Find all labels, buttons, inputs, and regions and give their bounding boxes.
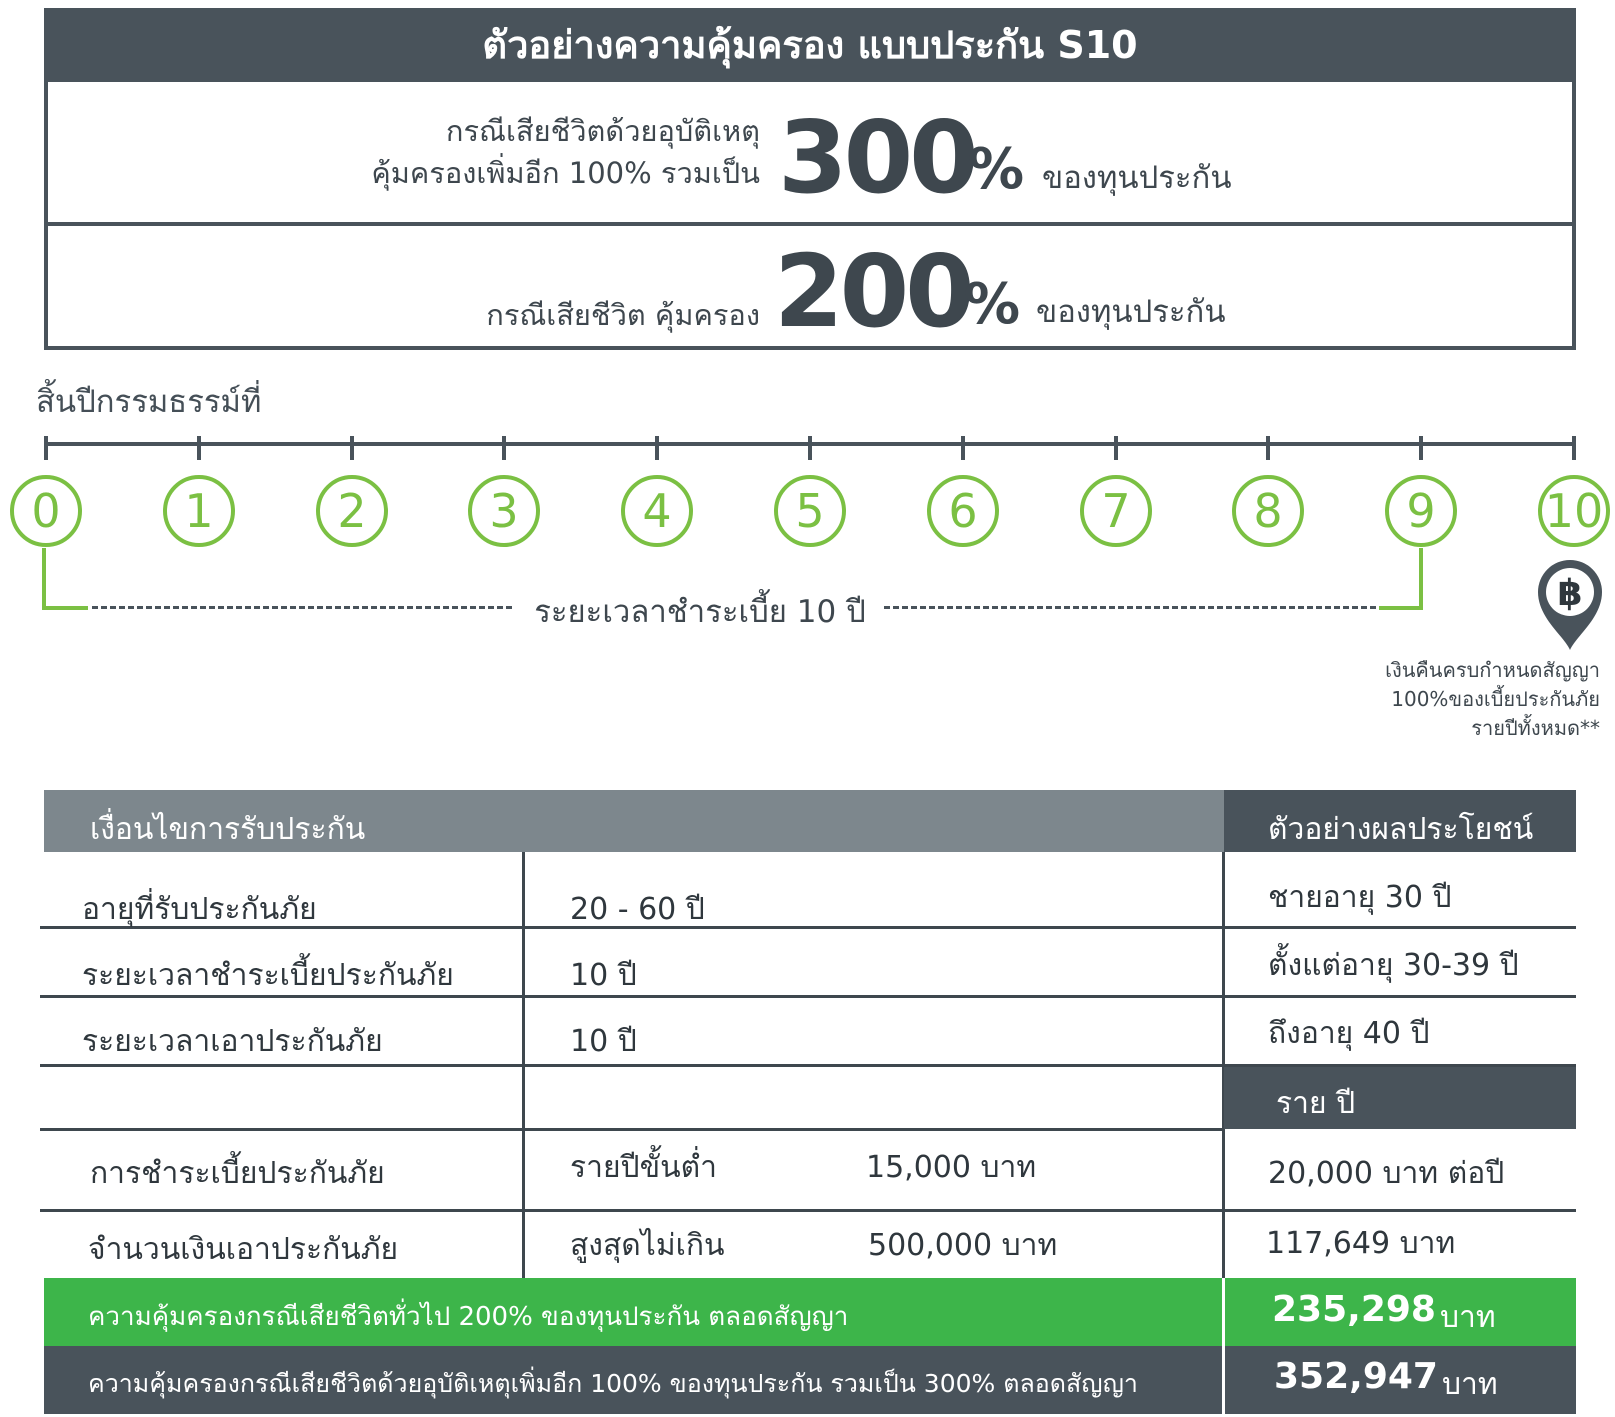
timeline-tick [655,436,659,460]
condition-value: 10 ปี [570,958,637,993]
year-marker-5: 5 [774,475,846,547]
summary-accident-value: 352,947 [1274,1356,1438,1397]
benefit-value: ถึงอายุ 40 ปี [1268,1016,1430,1051]
table-row-divider [40,1128,1224,1131]
sum-insured-benefit: 117,649 บาท [1266,1226,1456,1261]
timeline-tick [808,436,812,460]
refund-note-line-3: รายปีทั้งหมด** [1471,716,1600,740]
premium-qualifier: รายปีขั้นต่ำ [570,1150,717,1185]
benefit-value: ตั้งแต่อายุ 30-39 ปี [1268,948,1519,983]
timeline-tick [44,436,48,460]
refund-note-line-2: 100%ของเบี้ยประกันภัย [1391,687,1600,711]
timeline-tick [350,436,354,460]
payment-bracket-right-foot [1379,606,1423,610]
payment-bracket-right [1419,548,1423,610]
refund-note [1270,656,1600,743]
coverage-divider [44,222,1576,226]
timeline-title: สิ้นปีกรรมธรรม์ที่ [36,384,262,420]
baht-symbol: ฿ [1557,573,1583,614]
timeline-tick [502,436,506,460]
year-marker-9: 9 [1385,475,1457,547]
premium-benefit: 20,000 บาท ต่อปี [1268,1156,1505,1191]
accident-description [371,110,760,194]
condition-label: ระยะเวลาเอาประกันภัย [82,1024,383,1059]
payment-dashes-left [92,606,512,609]
timeline-tick [197,436,201,460]
summary-death-unit: บาท [1440,1300,1496,1335]
refund-note-line-1: เงินคืนครบกำหนดสัญญา [1385,658,1600,682]
summary-accident-label: ความคุ้มครองกรณีเสียชีวิตด้วยอุบัติเหตุเพิ่มอีก 100% ของทุนประกัน รวมเป็น 300% ตลอดสัญญา [88,1369,1138,1398]
premium-label: การชำระเบี้ยประกันภัย [90,1156,385,1191]
accident-percent-sign: % [968,137,1025,202]
year-marker-6: 6 [927,475,999,547]
baht-pin-icon [1534,556,1606,652]
premium-amount: 15,000 บาท [866,1150,1037,1185]
timeline-tick [961,436,965,460]
annual-header: ราย ปี [1276,1086,1356,1121]
death-percent-value: 200 [774,233,971,350]
death-percent-sign: % [964,272,1021,337]
conditions-header: เงื่อนไขการรับประกัน [90,812,366,847]
accident-line-2: คุ้มครองเพิ่มอีก 100% รวมเป็น [371,156,760,190]
timeline-tick [1114,436,1118,460]
payment-bracket-left-foot [42,606,88,610]
death-suffix: ของทุนประกัน [1036,294,1226,330]
payment-bracket-left [42,548,46,610]
table-row-divider [40,1209,1576,1212]
summary-death-label: ความคุ้มครองกรณีเสียชีวิตทั่วไป 200% ของทุนประกัน ตลอดสัญญา [88,1302,849,1332]
sum-insured-qualifier: สูงสุดไม่เกิน [570,1228,725,1263]
year-marker-7: 7 [1080,475,1152,547]
year-marker-0: 0 [10,475,82,547]
benefits-header: ตัวอย่างผลประโยชน์ [1268,812,1534,847]
condition-label: อายุที่รับประกันภัย [82,892,317,927]
condition-label: ระยะเวลาชำระเบี้ยประกันภัย [82,958,454,993]
year-marker-3: 3 [468,475,540,547]
year-marker-4: 4 [621,475,693,547]
timeline-tick [1572,436,1576,460]
death-description [486,294,760,336]
summary-accident-unit: บาท [1442,1367,1498,1402]
condition-value: 10 ปี [570,1024,637,1059]
accident-suffix: ของทุนประกัน [1042,160,1232,196]
summary-divider [1222,1278,1225,1414]
accident-line-1: กรณีเสียชีวิตด้วยอุบัติเหตุ [445,114,760,148]
year-marker-10: 10 [1538,475,1610,547]
accident-percent-value: 300 [778,99,975,216]
coverage-title: ตัวอย่างความคุ้มครอง แบบประกัน S10 [44,8,1576,82]
condition-value: 20 - 60 ปี [570,892,705,927]
year-marker-2: 2 [316,475,388,547]
payment-period-label: ระยะเวลาชำระเบี้ย 10 ปี [520,586,880,636]
timeline-tick [1266,436,1270,460]
sum-insured-amount: 500,000 บาท [868,1228,1058,1263]
summary-death-value: 235,298 [1272,1289,1436,1330]
timeline-tick [1419,436,1423,460]
benefit-value: ชายอายุ 30 ปี [1268,880,1452,915]
death-line-1: กรณีเสียชีวิต คุ้มครอง [486,298,760,332]
year-marker-1: 1 [163,475,235,547]
year-marker-8: 8 [1232,475,1304,547]
sum-insured-label: จำนวนเงินเอาประกันภัย [88,1232,399,1267]
payment-dashes-right [884,606,1376,609]
